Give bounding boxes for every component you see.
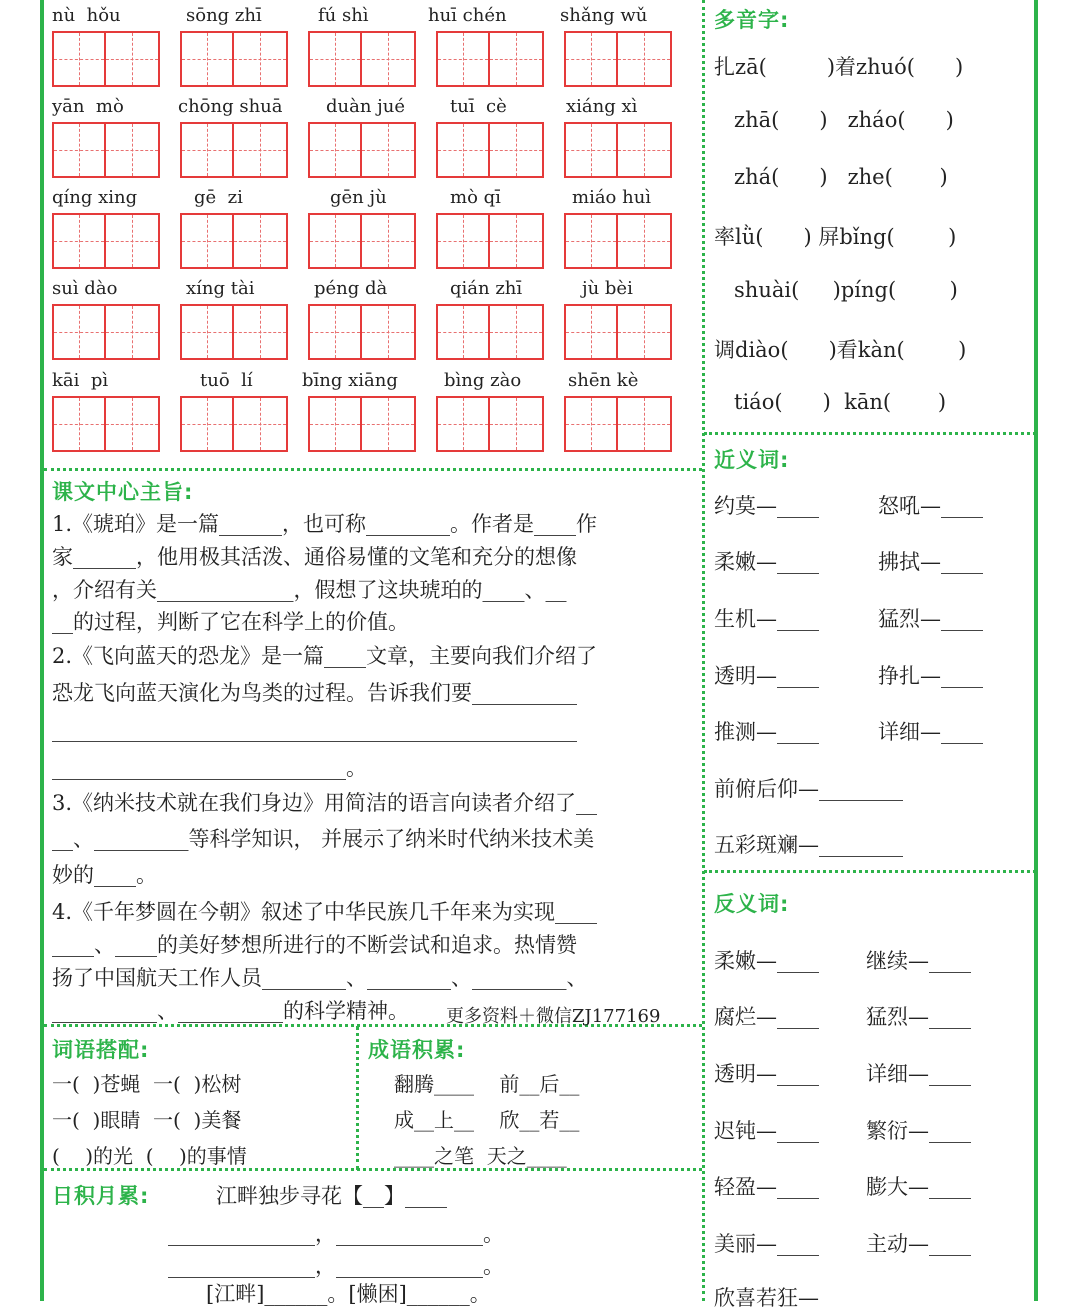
pinyin-label: xiáng xì [566, 96, 638, 117]
writing-grid[interactable] [564, 213, 672, 269]
writing-grid[interactable] [308, 304, 416, 360]
duoyin-line: zhá( ) zhe( ) [714, 165, 948, 189]
writing-grid[interactable] [564, 122, 672, 178]
pinyin-label: tuī cè [450, 96, 507, 117]
fanyi-item: 迟钝—____ [714, 1119, 819, 1143]
writing-grid[interactable] [436, 122, 544, 178]
pinyin-label: tuō lí [200, 370, 253, 391]
pinyin-label: kāi pì [52, 370, 109, 391]
divider-vertical-main [702, 0, 705, 1301]
fanyi-item: 详细—____ [866, 1062, 971, 1086]
pinyin-label: shēn kè [568, 370, 639, 391]
fanyi-item: 主动—____ [866, 1232, 971, 1256]
pinyin-label: yān mò [52, 96, 124, 117]
ciyu-line: 一( )苍蝇 一( )松树 [52, 1072, 242, 1096]
chengyu-line: ____之笔 天之____ [394, 1144, 567, 1168]
kewen-line: __的过程，判断了它在科学上的价值。 [52, 610, 409, 634]
watermark-text: 更多资料＋微信ZJ177169 [446, 1006, 661, 1027]
writing-grid[interactable] [180, 213, 288, 269]
kewen-line: 妙的____。 [52, 863, 157, 887]
divider-right-2 [704, 870, 1036, 873]
jinyi-item: 详细—____ [878, 720, 983, 744]
pinyin-label: shǎng wǔ [560, 5, 648, 26]
kewen-line: 家______，他用极其活泼、通俗易懂的文笔和充分的想像 [52, 545, 577, 569]
pinyin-label: xíng tài [186, 278, 255, 299]
pinyin-label: mò qī [450, 187, 501, 208]
jinyi-item: 透明—____ [714, 664, 819, 688]
kewen-line: 恐龙飞向蓝天演化为鸟类的过程。告诉我们要__________ [52, 681, 577, 705]
pinyin-label: bìng zào [444, 370, 522, 391]
fanyi-item: 腐烂—____ [714, 1005, 819, 1029]
writing-grid[interactable] [308, 31, 416, 87]
kewen-line: 4.《千年梦圆在今朝》叙述了中华民族几千年来为实现____ [52, 900, 598, 924]
writing-grid[interactable] [180, 122, 288, 178]
writing-grid[interactable] [308, 396, 416, 452]
divider-left-1 [44, 468, 702, 471]
pinyin-label: duàn jué [326, 96, 405, 117]
kewen-title: 课文中心主旨: [52, 480, 194, 504]
duoyin-line: shuài( )píng( ) [714, 278, 958, 302]
fanyi-item: 猛烈—____ [866, 1005, 971, 1029]
pinyin-label: bīng xiāng [302, 370, 398, 391]
pinyin-label: suì dào [52, 278, 118, 299]
ciyu-line: 一( )眼睛 一( )美餐 [52, 1108, 242, 1132]
duoyin-line: tiáo( ) kān( ) [714, 390, 947, 414]
writing-grid[interactable] [436, 396, 544, 452]
riji-line: [江畔]______。[懒困]______。 [206, 1282, 491, 1306]
writing-grid[interactable] [436, 213, 544, 269]
kewen-line: 1.《琥珀》是一篇______，也可称________。作者是____作 [52, 512, 598, 536]
jinyi-item: 生机—____ [714, 607, 819, 631]
pinyin-label: nù hǒu [52, 5, 121, 26]
duoyin-line: zhā( ) zháo( ) [714, 108, 954, 132]
divider-right-1 [704, 432, 1036, 435]
fanyi-item: 繁衍—____ [866, 1119, 971, 1143]
writing-grid[interactable] [308, 122, 416, 178]
fanyi-item: 透明—____ [714, 1062, 819, 1086]
jinyi-item: 挣扎—____ [878, 664, 983, 688]
duoyin-line: 扎zā( )着zhuó( ) [714, 55, 964, 79]
fanyi-item: 膨大—____ [866, 1175, 971, 1199]
kewen-line: 3.《纳米技术就在我们身边》用简洁的语言向读者介绍了__ [52, 791, 598, 815]
duoyin-title: 多音字: [714, 8, 790, 32]
jinyi-item: 猛烈—____ [878, 607, 983, 631]
writing-grid[interactable] [564, 31, 672, 87]
writing-grid[interactable] [52, 396, 160, 452]
writing-grid[interactable] [52, 304, 160, 360]
kewen-line: ____、____的美好梦想所进行的不断尝试和追求。热情赞 [52, 933, 577, 957]
fanyi-item: 美丽—____ [714, 1232, 819, 1256]
chengyu-line: 成__上__ 欣__若__ [394, 1108, 580, 1132]
riji-title: 日积月累: [52, 1184, 150, 1208]
riji-line: ______________，______________。 [168, 1254, 504, 1278]
writing-grid[interactable] [52, 31, 160, 87]
writing-grid[interactable] [436, 304, 544, 360]
riji-line: ______________，______________。 [168, 1222, 504, 1246]
jinyi-item: 拂拭—____ [878, 550, 983, 574]
fanyi-title: 反义词: [714, 892, 790, 916]
chengyu-line: 翻腾____ 前__后__ [394, 1072, 580, 1096]
fanyi-item: 柔嫩—____ [714, 949, 819, 973]
writing-grid[interactable] [564, 304, 672, 360]
duoyin-line: 率lǜ( ) 屏bǐng( ) [714, 225, 957, 249]
jinyi-item: 怒吼—____ [878, 494, 983, 518]
jinyi-title: 近义词: [714, 448, 790, 472]
pinyin-label: jù bèi [582, 278, 633, 299]
kewen-line: ____________________________。 [52, 756, 367, 780]
pinyin-label: fú shì [318, 5, 369, 26]
writing-grid[interactable] [308, 213, 416, 269]
pinyin-label: miáo huì [572, 187, 652, 208]
riji-line: 江畔独步寻花【__】____ [216, 1184, 447, 1208]
writing-grid[interactable] [180, 396, 288, 452]
kewen-line: 扬了中国航天工作人员________、________、_________、 [52, 966, 588, 990]
fanyi-item: 欣喜若狂— [714, 1286, 819, 1310]
jinyi-item: 推测—____ [714, 720, 819, 744]
jinyi-item: 五彩斑斓—________ [714, 833, 903, 857]
ciyu-line: ( )的光 ( )的事情 [52, 1144, 247, 1168]
pinyin-label: huī chén [428, 5, 507, 26]
chengyu-title: 成语积累: [368, 1038, 466, 1062]
pinyin-label: gēn jù [330, 187, 387, 208]
kewen-line: __________________________________________________ [52, 718, 577, 742]
kewen-line: __、_________等科学知识， 并展示了纳米时代纳米技术美 [52, 827, 595, 851]
writing-grid[interactable] [52, 122, 160, 178]
pinyin-label: gē zi [194, 187, 243, 208]
fanyi-item: 继续—____ [866, 949, 971, 973]
pinyin-label: qíng xing [52, 187, 138, 208]
pinyin-label: qián zhī [450, 278, 523, 299]
kewen-line: ，介绍有关_____________，假想了这块琥珀的____、__ [52, 578, 567, 602]
pinyin-label: sōng zhī [186, 5, 262, 26]
writing-grid[interactable] [180, 31, 288, 87]
ciyu-title: 词语搭配: [52, 1038, 150, 1062]
duoyin-line: 调diào( )看kàn( ) [714, 338, 967, 362]
fanyi-item: 轻盈—____ [714, 1175, 819, 1199]
jinyi-item: 前俯后仰—________ [714, 777, 903, 801]
writing-grid[interactable] [180, 304, 288, 360]
writing-grid[interactable] [52, 213, 160, 269]
pinyin-label: chōng shuā [178, 96, 283, 117]
kewen-line: 2.《飞向蓝天的恐龙》是一篇____文章，主要向我们介绍了 [52, 644, 598, 668]
kewen-line: __________、__________的科学精神。 [52, 999, 409, 1023]
pinyin-label: péng dà [314, 278, 388, 299]
jinyi-item: 约莫—____ [714, 494, 819, 518]
writing-grid[interactable] [436, 31, 544, 87]
writing-grid[interactable] [564, 396, 672, 452]
jinyi-item: 柔嫩—____ [714, 550, 819, 574]
divider-left-vertical [356, 1026, 359, 1170]
